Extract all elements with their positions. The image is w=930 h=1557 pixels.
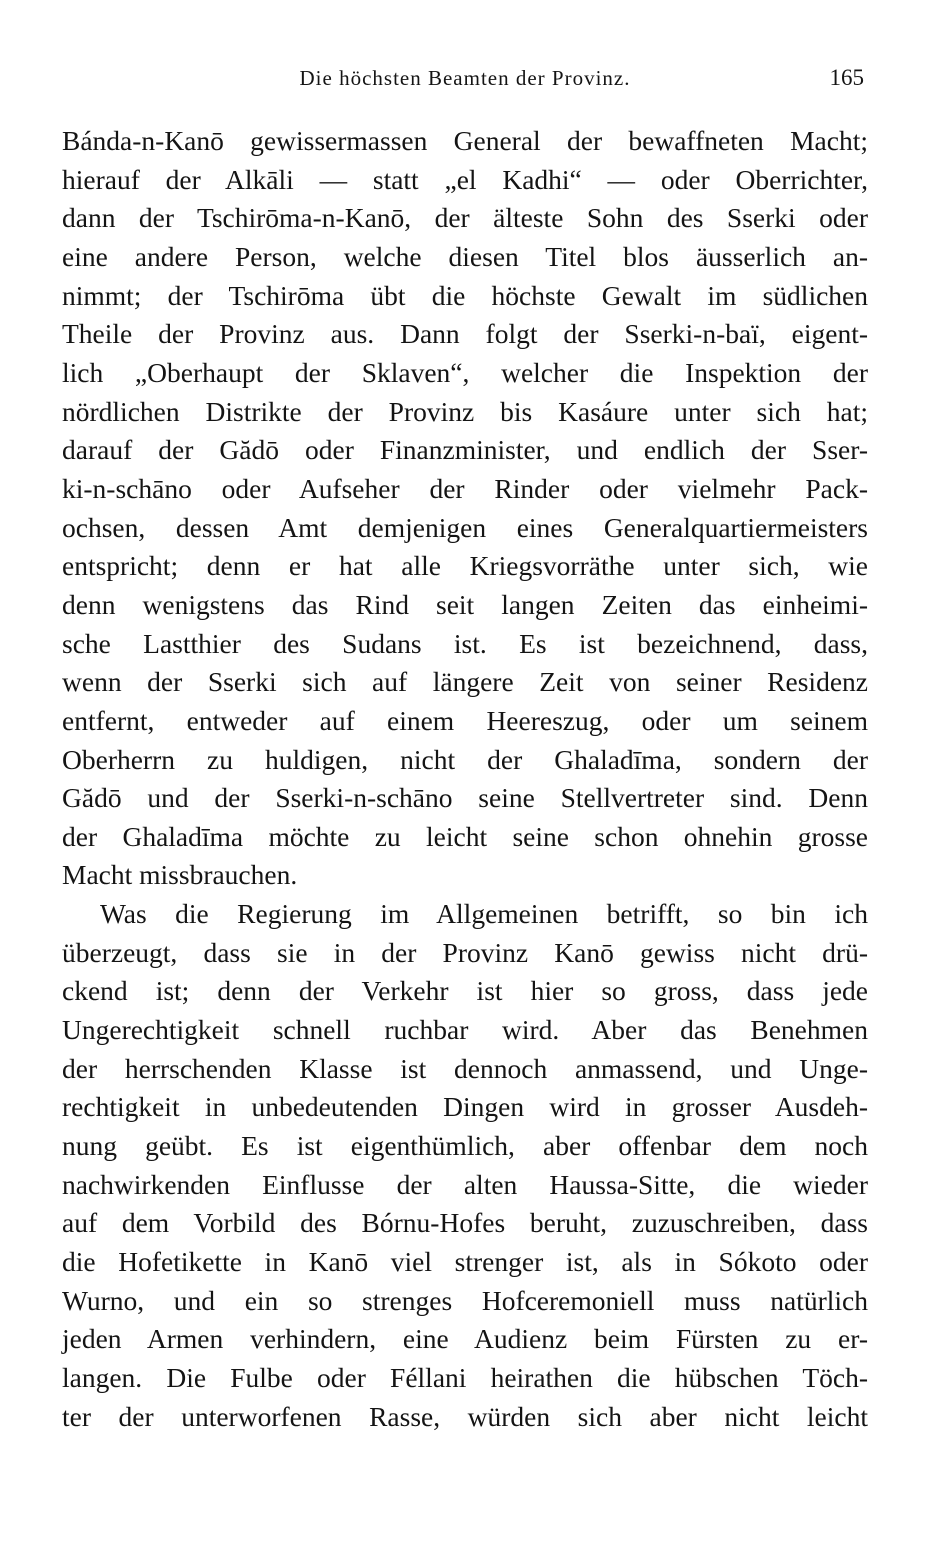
text-line: jeden Armen verhindern, eine Audienz beim Fürsten zu er-	[62, 1323, 868, 1355]
text-line: darauf der Gădō oder Finanzminister, und endlich der Sser-	[62, 434, 868, 466]
paragraph-start-line: Was die Regierung im Allgemeinen betrifft, so bin ich	[100, 898, 868, 930]
text-line: entspricht; denn er hat alle Kriegsvorräthe unter sich, wie	[62, 550, 868, 582]
text-line: auf dem Vorbild des Bórnu-Hofes beruht, zuzuschreiben, dass	[62, 1207, 868, 1239]
text-line: dann der Tschirōma-n-Kanō, der älteste Sohn des Sserki oder	[62, 202, 868, 234]
page-number: 165	[829, 65, 864, 90]
text-line: nördlichen Distrikte der Provinz bis Kasáure unter sich hat;	[62, 395, 868, 427]
text-line: Theile der Provinz aus. Dann folgt der Sserki-n-baï, eigent-	[62, 318, 868, 350]
text-line: wenn der Sserki sich auf längere Zeit von seiner Residenz	[62, 666, 868, 698]
paragraph-end-line: Macht missbrauchen.	[62, 859, 298, 891]
text-line: denn wenigstens das Rind seit langen Zeiten das einheimi-	[62, 588, 868, 620]
text-line: Oberherrn zu huldigen, nicht der Ghaladīma, sondern der	[62, 743, 868, 775]
running-title: Die höchsten Beamten der Provinz.	[299, 66, 631, 90]
text-line: ckend ist; denn der Verkehr ist hier so gross, dass jede	[62, 975, 868, 1007]
text-line: rechtigkeit in unbedeutenden Dingen wird in grosser Ausdeh-	[62, 1091, 868, 1123]
text-line: nimmt; der Tschirōma übt die höchste Gewalt im südlichen	[62, 279, 868, 311]
text-line: der Ghaladīma möchte zu leicht seine schon ohnehin grosse	[62, 820, 868, 852]
text-line: eine andere Person, welche diesen Titel blos äusserlich an-	[62, 240, 868, 272]
body-text	[62, 122, 868, 1436]
text-line: nachwirkenden Einflusse der alten Haussa-Sitte, die wieder	[62, 1168, 868, 1200]
text-line: ter der unterworfenen Rasse, würden sich aber nicht leicht	[62, 1400, 868, 1432]
text-line: lich „Oberhaupt der Sklaven“, welcher die Inspektion der	[62, 356, 868, 388]
text-line: sche Lastthier des Sudans ist. Es ist bezeichnend, dass,	[62, 627, 868, 659]
text-line: entfernt, entweder auf einem Heereszug, oder um seinem	[62, 704, 868, 736]
text-line: Ungerechtigkeit schnell ruchbar wird. Aber das Benehmen	[62, 1014, 868, 1046]
text-line: Bánda-n-Kanō gewissermassen General der bewaffneten Macht;	[62, 125, 868, 156]
text-line: langen. Die Fulbe oder Féllani heirathen die hübschen Töch-	[62, 1362, 868, 1393]
text-line: ochsen, dessen Amt demjenigen eines Generalquartiermeisters	[62, 511, 868, 543]
text-line: überzeugt, dass sie in der Provinz Kanō gewiss nicht drü-	[62, 936, 868, 968]
text-line: Wurno, und ein so strenges Hofceremoniell muss natürlich	[62, 1284, 868, 1316]
text-line: die Hofetikette in Kanō viel strenger ist, als in Sókoto oder	[62, 1246, 868, 1278]
text-line: der herrschenden Klasse ist dennoch anmassend, und Unge-	[62, 1052, 868, 1084]
text-line: ki-n-schāno oder Aufseher der Rinder oder vielmehr Pack-	[62, 472, 868, 504]
text-line: hierauf der Alkāli — statt „el Kadhi“ — oder Oberrichter,	[62, 163, 868, 195]
running-header	[62, 62, 868, 94]
text-line: Gădō und der Sserki-n-schāno seine Stellvertreter sind. Denn	[62, 782, 868, 814]
text-line: nung geübt. Es ist eigenthümlich, aber offenbar dem noch	[62, 1130, 868, 1162]
